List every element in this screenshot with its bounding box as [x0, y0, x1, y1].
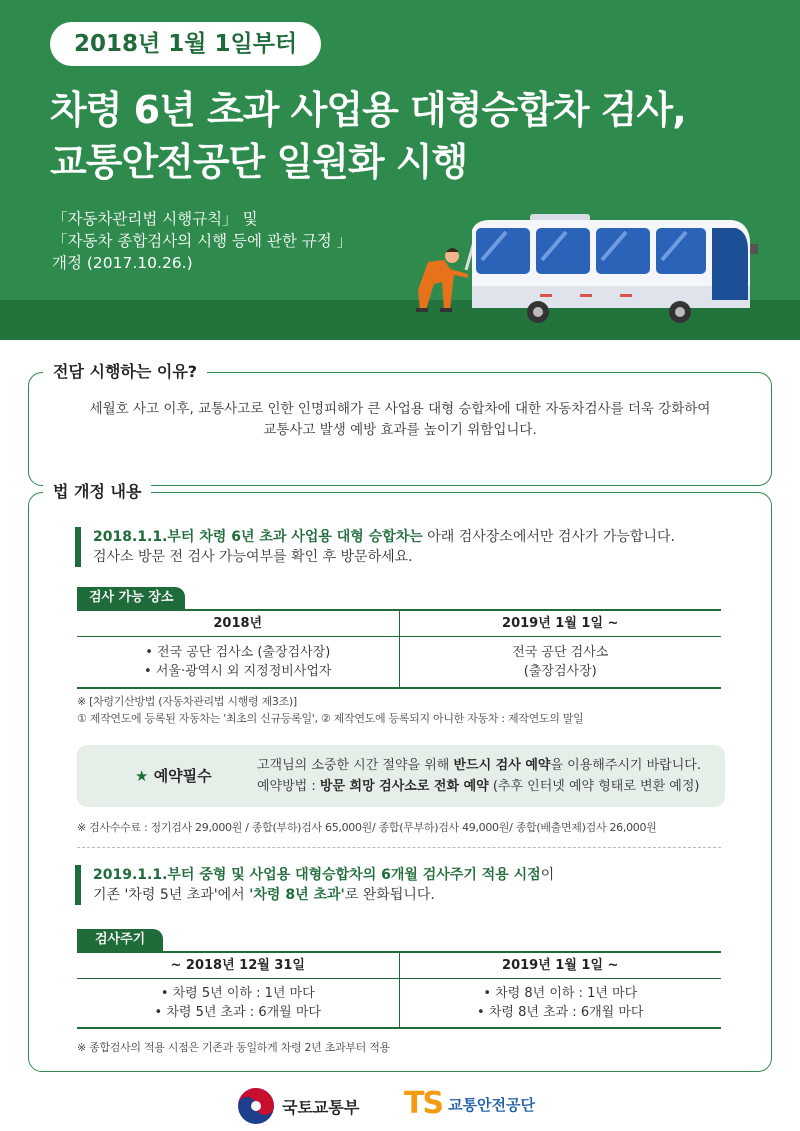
lead2-rest: 이 — [540, 867, 555, 883]
cycle-table-body — [77, 979, 721, 1027]
reason-heading: 전담 시행하는 이유? — [43, 361, 207, 383]
lead1-line-2: 검사소 방문 전 검사 가능여부를 확인 후 방문하세요. — [93, 549, 413, 565]
page-title — [50, 84, 686, 188]
place-item-1: • 전국 공단 검사소 (출장검사장) — [145, 643, 330, 662]
place-col1 — [77, 643, 399, 681]
subtitle-line-1: 「자동차관리법 시행규칙」 및 — [52, 210, 258, 228]
taegeuk-logo-icon — [236, 1086, 276, 1126]
title-line-2: 교통안전공단 일원화 시행 — [50, 140, 468, 184]
ts-logo-icon — [404, 1086, 442, 1122]
lead-paragraph-2 — [75, 865, 554, 905]
reservation-text — [257, 755, 701, 797]
cycle-col2-item-1: • 차령 8년 이하 : 1년 마다 — [483, 984, 637, 1003]
place-item-2: • 서울·광역시 외 지정정비사업자 — [144, 662, 331, 681]
reserve-line1-c: 을 이용해주시기 바랍니다. — [550, 758, 701, 773]
cycle-tag: 검사주기 — [77, 929, 163, 951]
place-table-body — [77, 637, 721, 687]
reservation-box — [77, 745, 725, 807]
cycle-col1-item-1: • 차령 5년 이하 : 1년 마다 — [161, 984, 315, 1003]
place-tag: 검사 가능 장소 — [77, 587, 185, 609]
section-divider — [77, 847, 721, 848]
reserve-line1-a: 고객님의 소중한 시간 절약을 위해 — [257, 758, 454, 773]
place-col2-line-2: (출장검사장) — [523, 664, 597, 679]
reservation-label-text: 예약필수 — [153, 767, 212, 785]
place-col2-line-1: 전국 공단 검사소 — [512, 645, 609, 660]
header-banner — [0, 0, 800, 340]
reservation-label — [135, 765, 212, 786]
lead2-line2-b: '차령 8년 초과' — [249, 887, 345, 903]
cycle-col2 — [400, 984, 722, 1022]
place-col2 — [400, 643, 722, 681]
lead2-line2-a: 기존 '차령 5년 초과'에서 — [93, 887, 250, 903]
star-icon: ★ — [135, 767, 149, 785]
fee-note: ※ 검사수수료 : 정기검사 29,000원 / 종합(부하)검사 65,000원/ 종합(무부하)검사 49,000원/ 종합(배출면제)검사 26,000원 — [77, 821, 657, 834]
lead-paragraph-1 — [75, 527, 675, 567]
law-heading: 법 개정 내용 — [43, 481, 151, 503]
date-badge: 2018년 1월 1일부터 — [50, 22, 321, 66]
ministry-logo — [236, 1086, 359, 1126]
ts-mark: TS — [404, 1086, 443, 1121]
place-col2-header: 2019년 1월 1일 ~ — [502, 616, 619, 631]
cycle-col2-header: 2019년 1월 1일 ~ — [502, 958, 619, 973]
cycle-table — [77, 951, 721, 1029]
subtitle-line-2: 「자동차 종합검사의 시행 등에 관한 규정 」 — [52, 232, 353, 250]
place-table — [77, 609, 721, 689]
subtitle — [52, 208, 352, 274]
lead1-bold: 2018.1.1.부터 차령 6년 초과 사업용 대형 승합차는 — [93, 529, 423, 545]
title-line-1: 차령 6년 초과 사업용 대형승합차 검사, — [50, 88, 686, 132]
place-col1-header: 2018년 — [213, 616, 263, 631]
reason-body — [29, 399, 771, 441]
law-section — [28, 482, 772, 1072]
reason-section — [28, 362, 772, 486]
cycle-col1-item-2: • 차령 5년 초과 : 6개월 마다 — [155, 1003, 321, 1022]
cycle-col1-header: ~ 2018년 12월 31일 — [170, 958, 305, 973]
subtitle-line-3: 개정 (2017.10.26.) — [52, 254, 193, 272]
agency-name: 교통안전공단 — [448, 1095, 536, 1114]
age-calc-note-2: ① 제작연도에 등록된 자동차는 '최초의 신규등록일', ② 제작연도에 등록되지 아니한 자동차 : 제작연도의 말일 — [77, 712, 584, 725]
bus-body — [472, 214, 758, 323]
age-calc-note-1: ※ [차령기산방법 (자동차관리법 시행령 제3조)] — [77, 695, 297, 708]
lead1-rest: 아래 검사장소에서만 검사가 가능합니다. — [422, 529, 675, 545]
lead2-bold: 2019.1.1.부터 중형 및 사업용 대형승합차의 6개월 검사주기 적용 시점 — [93, 867, 541, 883]
reserve-line2-c: (추후 인터넷 예약 형태로 변환 예정) — [488, 779, 700, 794]
place-table-header — [77, 611, 721, 637]
age-calc-note — [77, 693, 583, 727]
bus-illustration — [410, 200, 800, 340]
reason-line-1: 세월호 사고 이후, 교통사고로 인한 인명피해가 큰 사업용 대형 승합차에 대한 자동차검사를 더욱 강화하여 — [89, 401, 711, 417]
reserve-line2-b: 방문 희망 검사소로 전화 예약 — [319, 779, 489, 794]
agency-logo — [404, 1086, 535, 1122]
cycle-table-header — [77, 953, 721, 979]
reason-line-2: 교통사고 발생 예방 효과를 높이기 위함입니다. — [263, 422, 537, 438]
cycle-col1 — [77, 984, 399, 1022]
reserve-line1-b: 반드시 검사 예약 — [453, 758, 551, 773]
reserve-line2-a: 예약방법 : — [257, 779, 320, 794]
lead2-line2-c: 로 완화됩니다. — [344, 887, 435, 903]
ministry-name: 국토교통부 — [282, 1097, 360, 1117]
cycle-note: ※ 종합검사의 적용 시점은 기존과 동일하게 차령 2년 초과부터 적용 — [77, 1041, 390, 1054]
mechanic-illustration — [416, 242, 474, 312]
cycle-col2-item-2: • 차령 8년 초과 : 6개월 마다 — [477, 1003, 643, 1022]
